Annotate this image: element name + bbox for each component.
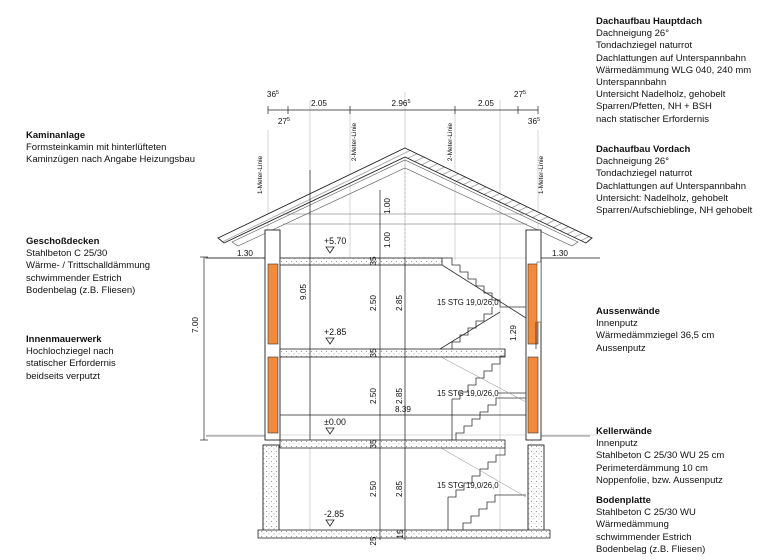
dim-bottom-slab-2: 15 [396, 529, 405, 539]
meter-line-left: 1-Meter-Linie [257, 155, 264, 195]
dim-stair-3: 2.85 [395, 481, 404, 497]
dim-slab-3: 35 [369, 439, 378, 449]
dim-total-width: 8.39 [395, 405, 411, 414]
dim-eaves-ridge: 9.05 [299, 284, 308, 300]
dim-top-middle: 2.96$^5$ [391, 99, 411, 108]
dim-eave-right: 1.30 [552, 249, 568, 258]
label-line: Wärme- / Trittschalldämmung [26, 260, 151, 272]
level-first: +2.85 [324, 327, 347, 337]
label-line: schwimmender Estrich [596, 531, 692, 543]
label-interior-masonry-title: Innenmauerwerk [26, 334, 102, 345]
label-exterior-walls [596, 306, 714, 355]
label-basement-walls-title: Kellerwände [596, 426, 652, 437]
dim-window: 1.29 [509, 325, 518, 341]
dim-slab-2: 35 [369, 348, 378, 358]
label-basement-walls [596, 426, 724, 487]
dim-small-right-bottom: $36^5$ [527, 117, 541, 126]
label-line: Tondachziegel naturrot [596, 168, 693, 180]
label-line: statischer Erfordernis [26, 358, 116, 370]
label-line: Bodenbelag (z.B. Fliesen) [26, 284, 136, 296]
label-line: Stahlbeton C 25/30 WU 25 cm [596, 450, 725, 462]
vertical-dimension-texts [191, 198, 518, 497]
dim-top-right: 2.05 [478, 99, 494, 108]
dim-top-left: 2.05 [311, 99, 327, 108]
stair-label-basement: 15 STG 19,0/26,0 [437, 481, 499, 490]
label-line: Dachneigung 26° [596, 156, 669, 168]
stair-labels [437, 298, 499, 490]
dim-small-right-top: $27^5$ [513, 90, 527, 99]
dim-stair-2: 2.85 [395, 388, 404, 404]
label-line: Dachlattungen auf Unterspannbahn [596, 180, 747, 192]
stair-label-upper: 15 STG 19,0/26,0 [437, 298, 499, 307]
level-markers [326, 247, 334, 526]
dim-small-left-top: $36^5$ [266, 90, 280, 99]
label-line: schwimmender Estrich [26, 272, 122, 284]
label-line: Hochlochziegel nach [26, 346, 114, 358]
label-line: beidseits verputzt [26, 370, 100, 382]
meter-line-right: 1-Meter-Linie [538, 155, 545, 195]
label-line: Bodenbelag (z.B. Fliesen) [596, 543, 706, 555]
label-line: Unterspannbahn [596, 77, 667, 89]
label-exterior-walls-title: Aussenwände [596, 306, 660, 317]
dim-ridge-2: 1.00 [383, 232, 392, 248]
label-line: Stahlbeton C 25/30 [26, 248, 108, 260]
dim-storey-1: 2.50 [369, 295, 378, 311]
stair-label-ground: 15 STG 19,0/26,0 [437, 389, 499, 398]
meter-line-2-right: 2-Meter-Linie [447, 122, 454, 162]
label-chimney [26, 130, 195, 167]
label-line: Wärmedämmung WLG 040, 240 mm [596, 64, 752, 76]
label-line: Untersicht: Nadelholz, gehobelt [596, 192, 729, 204]
meter-line-2-left: 2-Meter-Linie [351, 122, 358, 162]
label-floor-slabs-title: Geschoßdecken [26, 236, 100, 247]
label-line: Aussenputz [596, 342, 646, 354]
dim-stair-1: 2.85 [395, 295, 404, 311]
label-line: Sparren/Pfetten, NH + BSH [596, 101, 712, 113]
level-basement: -2.85 [324, 509, 345, 519]
label-line: Dachneigung 26° [596, 28, 669, 40]
label-chimney-title: Kaminanlage [26, 130, 86, 141]
label-interior-masonry [26, 334, 116, 383]
label-line: Untersicht Nadelholz, gehobelt [596, 89, 726, 101]
label-line: Wärmedämmung [596, 519, 669, 531]
label-main-roof [596, 16, 751, 126]
dim-slab-1: 35 [369, 256, 378, 266]
label-line: Formsteinkamin mit hinterlüfteten [26, 142, 167, 154]
label-line: Kaminzügen nach Angabe Heizungsbau [26, 154, 196, 166]
dim-eave-left: 1.30 [237, 249, 253, 258]
label-line: Innenputz [596, 318, 638, 330]
label-line: Wärmedämmziegel 36,5 cm [596, 330, 715, 342]
dim-storey-2: 2.50 [369, 388, 378, 404]
label-line: Innenputz [596, 438, 638, 450]
label-line: Dachlattungen auf Unterspannbahn [596, 52, 747, 64]
label-base-slab [596, 495, 705, 556]
dim-total-height: 7.00 [191, 317, 200, 333]
label-canopy-roof [596, 144, 752, 217]
level-texts [324, 236, 346, 519]
dim-small-left-bottom: $27^5$ [277, 117, 291, 126]
label-canopy-roof-title: Dachaufbau Vordach [596, 144, 691, 155]
label-line: nach statischer Erfordernis [596, 113, 709, 125]
dim-ridge-1: 1.00 [383, 198, 392, 214]
label-main-roof-title: Dachaufbau Hauptdach [596, 16, 703, 27]
label-line: Tondachziegel naturrot [596, 40, 693, 52]
dim-storey-3: 2.50 [369, 481, 378, 497]
dim-bottom-slab-1: 25 [369, 536, 378, 546]
label-line: Stahlbeton C 25/30 WU [596, 507, 696, 519]
level-upper: +5.70 [324, 236, 347, 246]
label-floor-slabs [26, 236, 150, 297]
level-ground: ±0.00 [324, 417, 346, 427]
label-base-slab-title: Bodenplatte [596, 495, 651, 506]
label-line: Sparren/Aufschieblinge, NH gehobelt [596, 205, 753, 217]
label-line: Perimeterdämmung 10 cm [596, 462, 708, 474]
label-line: Noppenfolie, bzw. Aussenputz [596, 474, 723, 486]
